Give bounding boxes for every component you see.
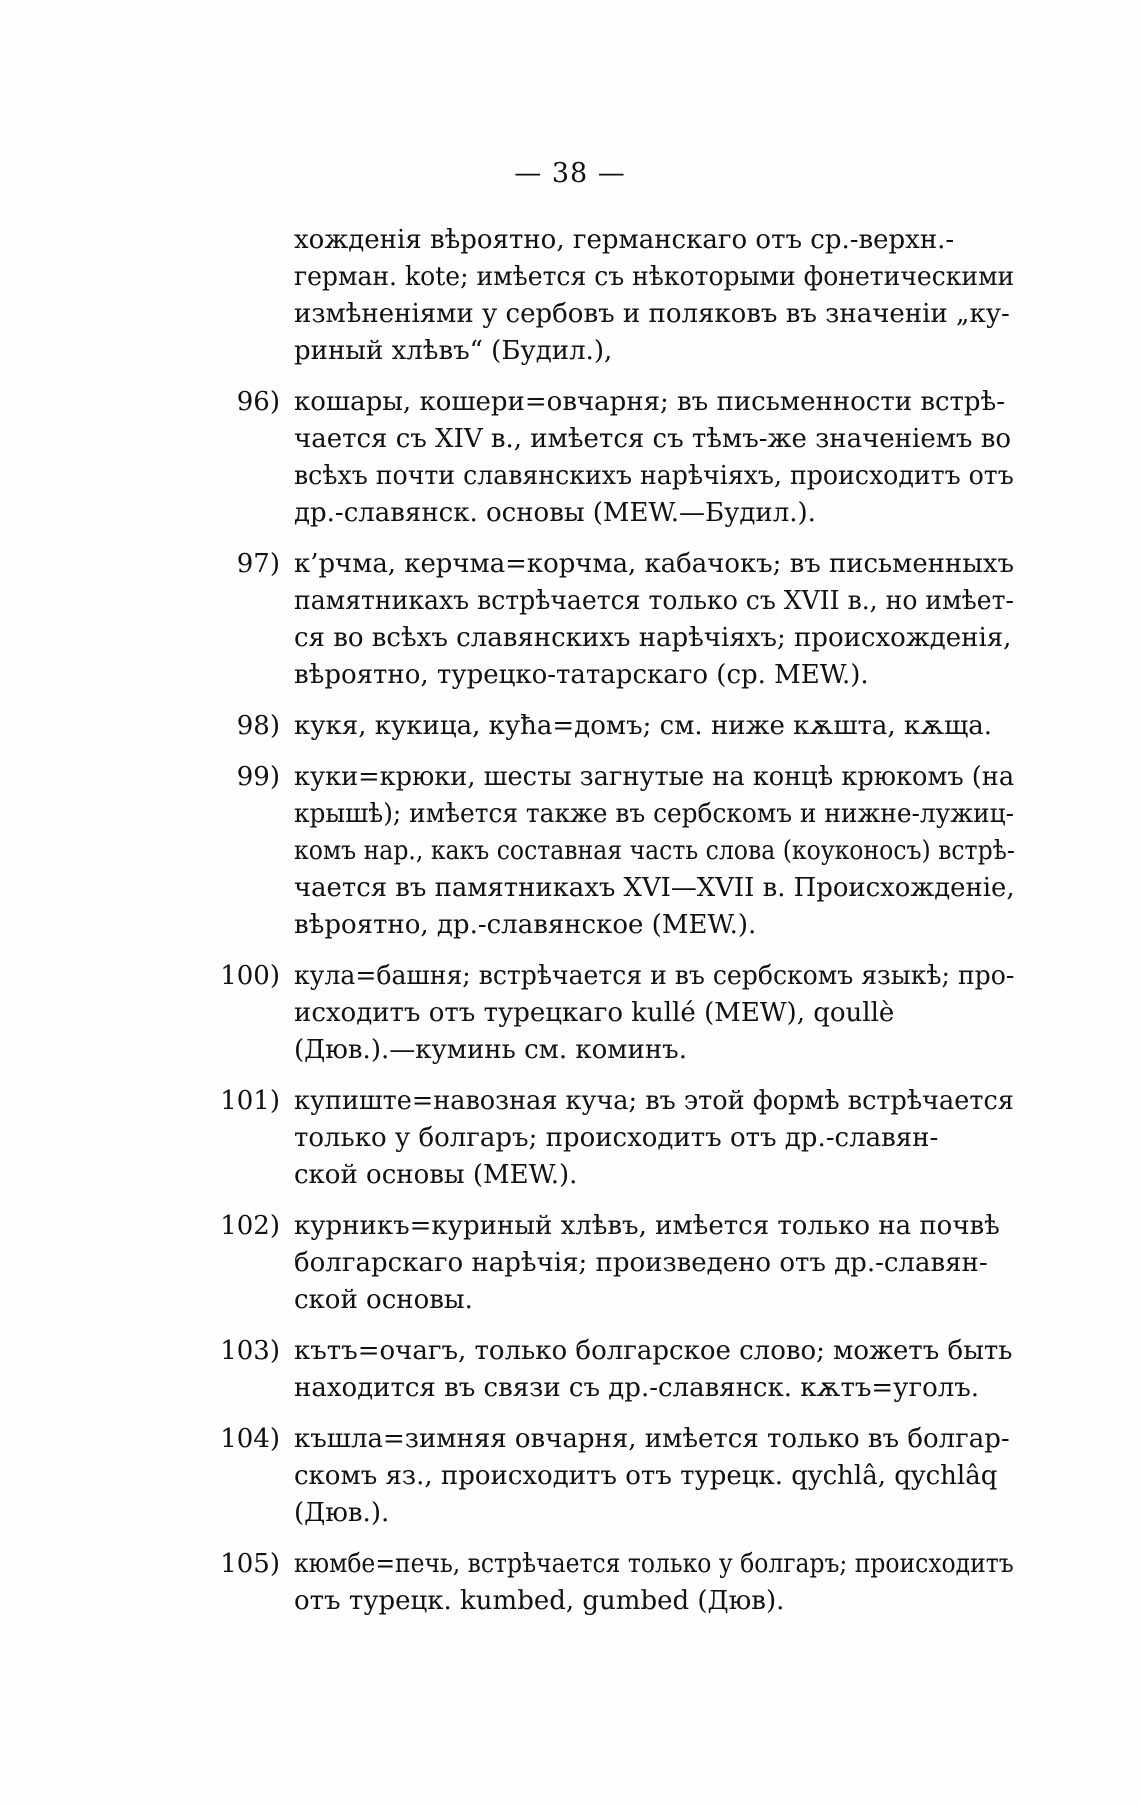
entry-97 <box>236 546 1015 694</box>
text-line: чается съ XIV в., имѣется съ тѣмъ-же значеніемъ во <box>294 424 1012 454</box>
text-line: (Дюв.). <box>294 1498 390 1528</box>
text-line: скомъ яз., происходитъ отъ турецк. qychlâ, qychlâq <box>294 1461 998 1491</box>
page-body <box>220 222 1015 1620</box>
entry-98 <box>236 708 1014 745</box>
text-line: (Дюв.).—куминь см. коминъ. <box>294 1035 687 1065</box>
text-line: чается въ памятникахъ XVI—XVII в. Происхожденіе, <box>294 873 1015 903</box>
continuation-paragraph <box>294 222 1014 370</box>
text-line: куки=крюки, шесты загнутые на концѣ крюкомъ (на <box>294 762 1015 792</box>
entry-100 <box>220 958 1015 1069</box>
text-line: кукя, кукица, куħа=домъ; см. ниже кѫшта, кѫща. <box>294 711 993 741</box>
entry-number: 98) <box>236 711 280 741</box>
entry-103 <box>220 1333 1014 1407</box>
text-line: только у болгаръ; происходитъ отъ др.-славян- <box>294 1123 939 1153</box>
text-line: кула=башня; встрѣчается и въ сербскомъ языкѣ; про- <box>294 961 1015 991</box>
text-line: крышѣ); имѣется также въ сербскомъ и нижне-лужиц- <box>294 799 1015 829</box>
text-line: купиште=навозная куча; въ этой формѣ встрѣчается <box>294 1086 1014 1116</box>
entry-104 <box>220 1421 1014 1532</box>
entry-number: 100) <box>220 961 280 991</box>
text-line: находится въ связи съ др.-славянск. кѫтъ=уголъ. <box>294 1373 980 1403</box>
text-line: ся во всѣхъ славянскихъ нарѣчіяхъ; происхожденія, <box>294 623 1012 653</box>
entry-99 <box>236 759 1015 944</box>
text-line: кюмбе=печь, встрѣчается только у болгаръ; происходитъ <box>294 1549 1014 1579</box>
text-line: измѣненіями у сербовъ и поляковъ въ значеніи „ку- <box>294 299 1010 329</box>
text-line: отъ турецк. kumbed, gumbed (Дюв). <box>294 1586 785 1616</box>
text-line: исходитъ отъ турецкаго kullé (MEW), qoullè <box>294 998 895 1028</box>
entry-number: 96) <box>236 387 280 417</box>
text-line: риный хлѣвъ“ (Будил.), <box>294 336 613 366</box>
entry-number: 97) <box>236 549 280 579</box>
text-line: ской основы (MEW.). <box>294 1160 578 1190</box>
entry-105 <box>220 1546 1014 1620</box>
entry-number: 99) <box>236 762 280 792</box>
entry-number: 103) <box>220 1336 280 1366</box>
text-line: комъ нар., какъ составная часть слова (коуконосъ) встрѣ- <box>294 836 1015 866</box>
text-line: вѣроятно, др.-славянское (MEW.). <box>294 910 757 940</box>
text-line: хожденія вѣроятно, германскаго отъ ср.-верхн.- <box>294 225 955 255</box>
text-line: кътъ=очагъ, только болгарское слово; можетъ быть <box>294 1336 1013 1366</box>
entry-number: 102) <box>220 1211 280 1241</box>
text-line: курникъ=куриный хлѣвъ, имѣется только на почвѣ <box>294 1211 1000 1241</box>
entry-102 <box>220 1208 1014 1319</box>
page-number: — 38 — <box>514 158 626 189</box>
entry-number: 105) <box>220 1549 280 1579</box>
text-line: къшла=зимняя овчарня, имѣется только въ болгар- <box>294 1424 1010 1454</box>
text-line: к’рчма, керчма=корчма, кабачокъ; въ письменныхъ <box>294 549 1014 579</box>
text-line: всѣхъ почти славянскихъ нарѣчіяхъ, происходитъ отъ <box>294 461 1014 491</box>
text-line: герман. kote; имѣется съ нѣкоторыми фонетическими <box>294 262 1015 292</box>
text-line: болгарскаго нарѣчія; произведено отъ др.-славян- <box>294 1248 988 1278</box>
text-line: др.-славянск. основы (MEW.—Будил.). <box>294 498 816 528</box>
entry-number: 104) <box>220 1424 280 1454</box>
entry-101 <box>220 1083 1014 1194</box>
text-line: вѣроятно, турецко-татарскаго (ср. MEW.). <box>294 660 869 690</box>
text-line: ской основы. <box>294 1285 473 1315</box>
entry-number: 101) <box>220 1086 280 1116</box>
text-line: памятникахъ встрѣчается только съ XVII в., но имѣет- <box>294 586 1015 616</box>
entry-96 <box>236 384 1014 532</box>
text-line: кошары, кошери=овчарня; въ письменности встрѣ- <box>294 387 1006 417</box>
